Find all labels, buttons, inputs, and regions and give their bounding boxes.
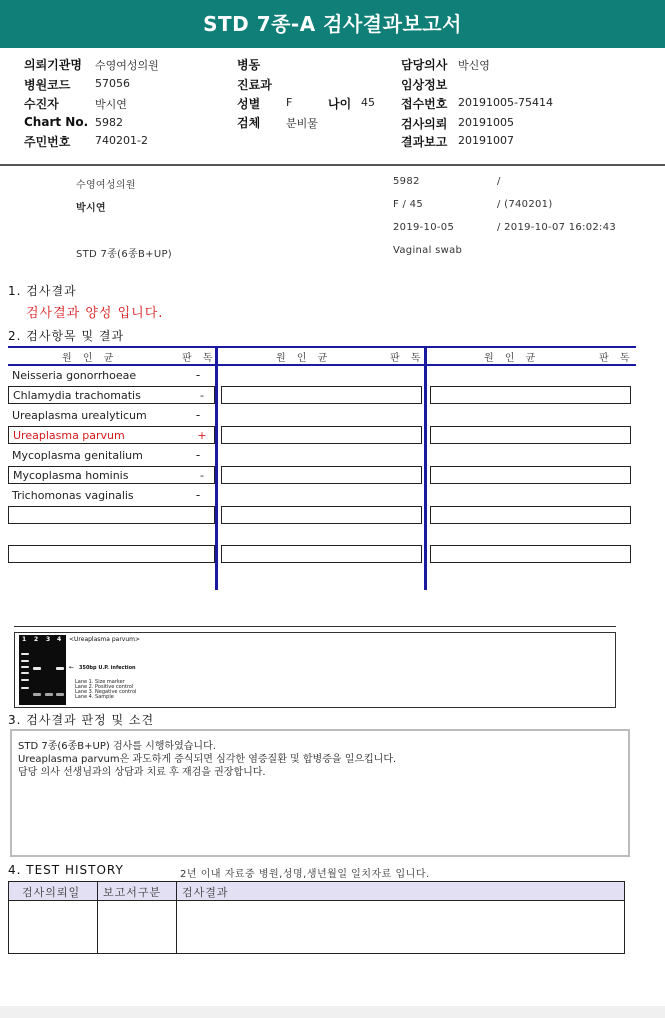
table-top-line	[8, 346, 636, 348]
history-col-date: 검사의뢰일	[22, 886, 81, 899]
gel-image	[19, 635, 66, 705]
section2-heading: 2. 검사항목 및 결과	[8, 329, 125, 343]
summary-chart: 5982	[393, 176, 420, 187]
gel-arrow-icon: ←	[69, 664, 75, 671]
hospital-value: 수영여성의원	[95, 59, 159, 72]
opinion-line: Ureaplasma parvum은 과도하게 증식되면 심각한 염증질환 및 합병증을 일으킵니다.	[18, 754, 397, 765]
patient-value: 박시연	[95, 98, 127, 111]
table-row-empty	[8, 506, 215, 524]
results-table	[8, 346, 636, 590]
summary-hospital: 수영여성의원	[76, 180, 136, 191]
marker-band	[21, 679, 29, 681]
hospital-code-value: 57056	[95, 77, 130, 90]
organism-result: -	[195, 448, 201, 462]
opinion-line: 담당 의사 선생님과의 상담과 치료 후 재검을 권장합니다.	[18, 767, 266, 778]
marker-band	[21, 653, 29, 655]
chart-no-label: Chart No.	[24, 115, 89, 129]
organism-name: Mycoplasma genitalium	[12, 449, 143, 462]
ward-label: 병동	[237, 58, 261, 72]
table-row-empty	[430, 506, 631, 524]
summary-test: STD 7종(6종B+UP)	[76, 249, 172, 260]
table-divider-2	[424, 346, 427, 590]
organism-result: -	[195, 408, 201, 422]
sex-label: 성별	[237, 97, 261, 111]
report-date-label: 결과보고	[401, 135, 448, 149]
organism-name: Ureaplasma parvum	[13, 429, 125, 442]
gel-arrow-label: 350bp U.P. infection	[79, 665, 136, 671]
marker-band	[21, 687, 29, 689]
col-organism-1: 원 인 균	[62, 353, 118, 364]
gel-title: <Ureaplasma parvum>	[69, 636, 141, 643]
receipt-no-value: 20191005-75414	[458, 96, 553, 109]
history-body	[8, 901, 625, 954]
history-col-type: 보고서구분	[103, 886, 162, 899]
table-divider-1	[215, 346, 218, 590]
organism-result: -	[200, 469, 204, 482]
id-number-value: 740201-2	[95, 134, 148, 147]
opinion-box	[10, 729, 630, 857]
doctor-label: 담당의사	[401, 58, 448, 72]
report-title: STD 7종-A 검사결과보고서	[0, 0, 665, 48]
table-row-empty	[221, 545, 422, 563]
table-row	[8, 366, 215, 386]
table-row	[8, 486, 215, 506]
request-date-value: 20191005	[458, 116, 514, 129]
section1-heading: 1. 검사결과	[8, 284, 77, 298]
gel-top-rule	[14, 626, 616, 627]
sample-band	[56, 667, 64, 670]
table-row-empty	[8, 545, 215, 563]
table-row-empty	[221, 386, 422, 404]
receipt-no-label: 접수번호	[401, 97, 448, 111]
summary-name: 박시연	[76, 203, 106, 214]
lane-number: 1	[22, 636, 27, 643]
table-row	[8, 446, 215, 466]
dept-label: 진료과	[237, 78, 272, 92]
primer-band	[56, 693, 64, 696]
table-row-empty	[430, 466, 631, 484]
col-result-2: 판 독	[390, 353, 425, 364]
summary-slash: /	[497, 176, 501, 187]
table-row	[8, 466, 215, 484]
summary-date-in: 2019-10-05	[393, 222, 455, 233]
lane-number: 2	[34, 636, 39, 643]
organism-name: Ureaplasma urealyticum	[12, 409, 147, 422]
table-row-empty	[430, 386, 631, 404]
lane-number: 4	[57, 636, 62, 643]
hospital-label: 의뢰기관명	[24, 58, 82, 72]
col-result-3: 판 독	[599, 353, 634, 364]
table-row	[8, 406, 215, 426]
primer-band	[45, 693, 53, 696]
organism-name: Neisseria gonorrhoeae	[12, 369, 137, 382]
request-date-label: 검사의뢰	[401, 117, 448, 131]
sex-value: F	[286, 96, 293, 109]
history-divider	[176, 881, 177, 954]
report-header	[0, 48, 665, 166]
chart-no-value: 5982	[95, 116, 123, 129]
marker-band	[21, 666, 29, 668]
lane-number: 3	[46, 636, 51, 643]
organism-result: -	[195, 368, 201, 382]
history-table	[8, 881, 625, 954]
col-organism-2: 원 인 균	[276, 353, 332, 364]
col-organism-3: 원 인 균	[484, 353, 540, 364]
opinion-line: STD 7종(6종B+UP) 검사를 시행하였습니다.	[18, 741, 216, 752]
marker-band	[21, 672, 29, 674]
summary-specimen: Vaginal swab	[393, 245, 463, 256]
patient-label: 수진자	[24, 97, 59, 111]
gel-figure	[14, 632, 616, 708]
id-number-label: 주민번호	[24, 135, 71, 149]
section3-heading: 3. 검사결과 판정 및 소견	[8, 713, 155, 727]
page-bottom-band	[0, 1006, 665, 1018]
history-divider	[97, 881, 98, 954]
report-date-value: 20191007	[458, 134, 514, 147]
specimen-value: 분비물	[286, 117, 318, 130]
doctor-value: 박신영	[458, 59, 490, 72]
table-row-empty	[430, 545, 631, 563]
history-col-result: 검사결과	[182, 886, 229, 899]
organism-result: -	[200, 389, 204, 402]
gel-legend-item: Lane 1. Size marker	[75, 679, 125, 685]
table-row	[8, 386, 215, 404]
summary-birth: / (740201)	[497, 199, 553, 210]
table-row-empty	[430, 426, 631, 444]
organism-result: -	[195, 488, 201, 502]
organism-result: +	[197, 429, 207, 442]
specimen-label: 검체	[237, 116, 261, 130]
summary-sex-age: F / 45	[393, 199, 424, 210]
gel-legend-item: Lane 2. Positive control	[75, 684, 134, 690]
gel-legend-item: Lane 4. Sample	[75, 694, 114, 700]
history-note: 2년 이내 자료중 병원,성명,생년월일 일치자료 입니다.	[180, 869, 430, 880]
organism-name: Chlamydia trachomatis	[13, 389, 141, 402]
table-row-empty	[221, 506, 422, 524]
age-label: 나이	[328, 97, 352, 111]
primer-band	[33, 693, 41, 696]
age-value: 45	[361, 96, 375, 109]
table-row-positive	[8, 426, 215, 444]
section4-heading: 4. TEST HISTORY	[8, 863, 124, 877]
summary-date-out: / 2019-10-07 16:02:43	[497, 222, 617, 233]
result-positive-text: 검사결과 양성 입니다.	[26, 306, 164, 321]
clinical-info-label: 임상정보	[401, 78, 448, 92]
table-row-empty	[221, 426, 422, 444]
hospital-code-label: 병원코드	[24, 78, 71, 92]
gel-legend-item: Lane 3. Negative control	[75, 689, 137, 695]
organism-name: Trichomonas vaginalis	[12, 489, 134, 502]
table-row-empty	[221, 466, 422, 484]
marker-band	[21, 660, 29, 662]
positive-band	[33, 667, 41, 670]
col-result-1: 판 독	[182, 353, 217, 364]
history-header-row	[8, 881, 625, 901]
organism-name: Mycoplasma hominis	[13, 469, 129, 482]
